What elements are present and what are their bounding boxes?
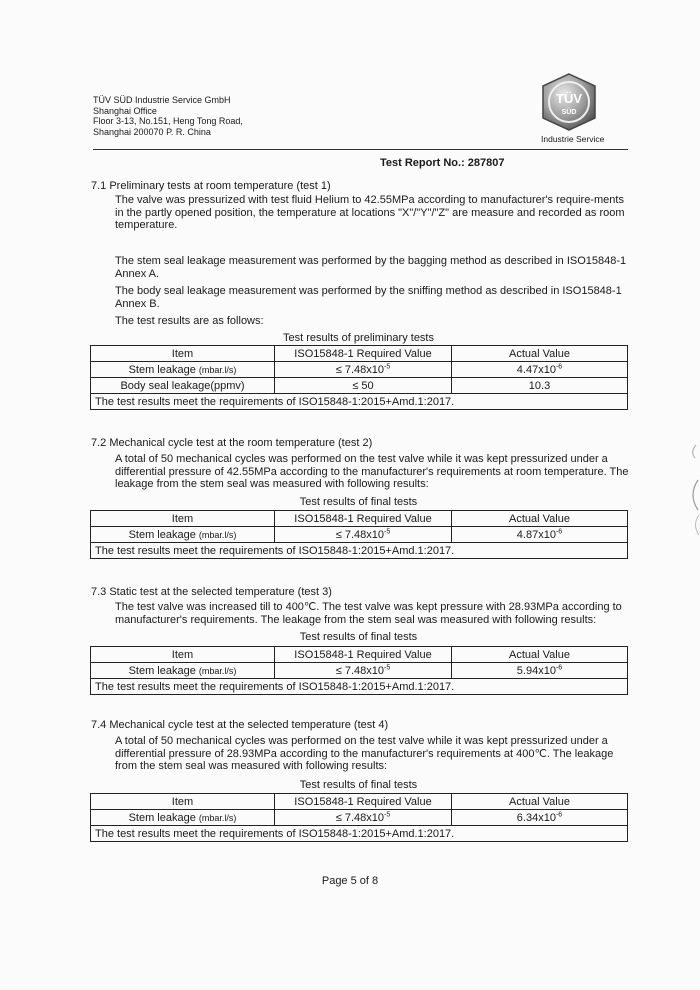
item-label: Stem leakage xyxy=(128,811,196,824)
cell-actual xyxy=(452,362,628,378)
header-actual: Actual Value xyxy=(452,346,628,362)
table-row xyxy=(91,527,628,543)
table-caption: Test results of preliminary tests xyxy=(283,332,434,344)
item-unit: (mbar.l/s) xyxy=(198,529,237,540)
required-value: ≤ 7.48x10 xyxy=(335,528,384,541)
header-item: Item xyxy=(91,794,275,810)
actual-exponent: -6 xyxy=(555,527,563,535)
header-actual: Actual Value xyxy=(452,647,628,663)
conclusion: The test results meet the requirements of ISO15848-1:2015+Amd.1:2017. xyxy=(91,826,628,842)
table-caption: Test results of final tests xyxy=(299,631,418,643)
conclusion: The test results meet the requirements of ISO15848-1:2015+Amd.1:2017. xyxy=(91,679,628,695)
table-row xyxy=(91,362,628,378)
cell-item xyxy=(91,362,275,378)
conclusion: The test results meet the requirements of ISO15848-1:2015+Amd.1:2017. xyxy=(91,394,628,410)
conclusion-row xyxy=(91,679,628,695)
required-value: ≤ 7.48x10 xyxy=(335,664,384,677)
results-table xyxy=(90,793,628,842)
logo-text-tuv: TÜV xyxy=(556,91,582,106)
section-title: 7.1 Preliminary tests at room temperature (test 1) xyxy=(91,180,331,192)
header-required: ISO15848-1 Required Value xyxy=(275,511,452,527)
section-title: 7.2 Mechanical cycle test at the room temperature (test 2) xyxy=(91,437,373,449)
address-line: Shanghai Office xyxy=(93,105,157,116)
company-address xyxy=(93,95,243,137)
results-table xyxy=(90,646,628,695)
table-header-row xyxy=(91,511,628,527)
table-row xyxy=(91,810,628,826)
paragraph: The test valve was increased till to 400℃. The test valve was kept pressure with 28.93MPa according to manufacturer's requirements. The leakage from the stem seal was measured with following results: xyxy=(115,601,622,626)
item-label: Stem leakage xyxy=(128,528,196,541)
conclusion-row xyxy=(91,543,628,559)
header-required: ISO15848-1 Required Value xyxy=(275,346,452,362)
required-value: ≤ 7.48x10 xyxy=(335,363,384,376)
required-exponent: -5 xyxy=(384,362,391,370)
binding-mark xyxy=(686,440,700,550)
page-number: Page 5 of 8 xyxy=(321,875,379,887)
actual-exponent: -6 xyxy=(555,810,563,818)
item-unit: (mbar.l/s) xyxy=(198,364,237,375)
logo-caption: Industrie Service xyxy=(541,134,605,144)
actual-value: 5.94x10 xyxy=(516,664,556,677)
cell-actual xyxy=(452,527,628,543)
results-table xyxy=(90,510,628,559)
cell-item: Body seal leakage(ppmv) xyxy=(91,378,275,394)
header-actual: Actual Value xyxy=(452,511,628,527)
header-divider xyxy=(93,149,628,150)
cell-required xyxy=(275,527,452,543)
paragraph: The test results are as follows: xyxy=(115,315,264,327)
table-caption: Test results of final tests xyxy=(299,779,418,791)
table-caption: Test results of final tests xyxy=(299,496,418,508)
header-item: Item xyxy=(91,647,275,663)
actual-exponent: -6 xyxy=(555,663,563,671)
item-unit: (mbar.l/s) xyxy=(198,812,237,823)
header-item: Item xyxy=(91,511,275,527)
cell-required xyxy=(275,663,452,679)
address-line: Shanghai 200070 P. R. China xyxy=(93,126,211,137)
item-unit: (mbar.l/s) xyxy=(198,665,237,676)
header-item: Item xyxy=(91,346,275,362)
paragraph: The valve was pressurized with test fluid Helium to 42.55MPa according to manufacturer's require-ments in the partly opened position, the temperature at locations "X"/"Y"/"Z" are measure and recorded as room temperature. xyxy=(115,194,625,231)
tuv-sud-logo xyxy=(537,72,601,132)
conclusion-row xyxy=(91,394,628,410)
actual-value: 6.34x10 xyxy=(516,811,556,824)
table-row xyxy=(91,378,628,394)
required-exponent: -5 xyxy=(384,810,391,818)
cell-item xyxy=(91,810,275,826)
header-required: ISO15848-1 Required Value xyxy=(275,794,452,810)
header-required: ISO15848-1 Required Value xyxy=(275,647,452,663)
address-line: TÜV SÜD Industrie Service GmbH xyxy=(93,95,231,105)
table-header-row xyxy=(91,794,628,810)
table-row xyxy=(91,663,628,679)
cell-actual xyxy=(452,810,628,826)
section-title: 7.3 Static test at the selected temperature (test 3) xyxy=(91,586,332,598)
address-line: Floor 3-13, No.151, Heng Tong Road, xyxy=(93,116,243,126)
section-title: 7.4 Mechanical cycle test at the selected temperature (test 4) xyxy=(91,719,389,731)
cell-actual xyxy=(452,663,628,679)
header-actual: Actual Value xyxy=(452,794,628,810)
cell-actual: 10.3 xyxy=(452,378,628,394)
logo-text-sud: SÜD xyxy=(561,109,577,116)
paragraph: The stem seal leakage measurement was performed by the bagging method as described in ISO15848-1 Annex A. xyxy=(115,255,627,280)
required-exponent: -5 xyxy=(384,527,391,535)
cell-required: ≤ 50 xyxy=(275,378,452,394)
conclusion-row xyxy=(91,826,628,842)
required-value: ≤ 7.48x10 xyxy=(335,811,384,824)
results-table xyxy=(90,345,628,410)
actual-value: 4.87x10 xyxy=(516,528,556,541)
paragraph: A total of 50 mechanical cycles was performed on the test valve while it was kept pressurized under a differential pressure of 28.93MPa according to the manufacturer's requirements at 400℃. The leakage from the stem seal was measured with following results: xyxy=(115,735,614,772)
paragraph: A total of 50 mechanical cycles was performed on the test valve while it was kept pressurized under a differential pressure of 42.55MPa according to the manufacturer's requirements at room temperature. The leakage from the stem seal was measured with following results: xyxy=(115,453,629,490)
table-header-row xyxy=(91,346,628,362)
table-header-row xyxy=(91,647,628,663)
required-exponent: -5 xyxy=(384,663,391,671)
conclusion: The test results meet the requirements of ISO15848-1:2015+Amd.1:2017. xyxy=(91,543,628,559)
cell-item xyxy=(91,663,275,679)
item-label: Stem leakage xyxy=(128,363,196,376)
item-label: Stem leakage xyxy=(128,664,196,677)
actual-exponent: -6 xyxy=(555,362,563,370)
cell-item xyxy=(91,527,275,543)
paragraph: The body seal leakage measurement was performed by the sniffing method as described in ISO15848-1 Annex B. xyxy=(115,285,622,310)
report-number: Test Report No.: 287807 xyxy=(380,157,505,169)
actual-value: 4.47x10 xyxy=(516,363,556,376)
cell-required xyxy=(275,810,452,826)
cell-required xyxy=(275,362,452,378)
